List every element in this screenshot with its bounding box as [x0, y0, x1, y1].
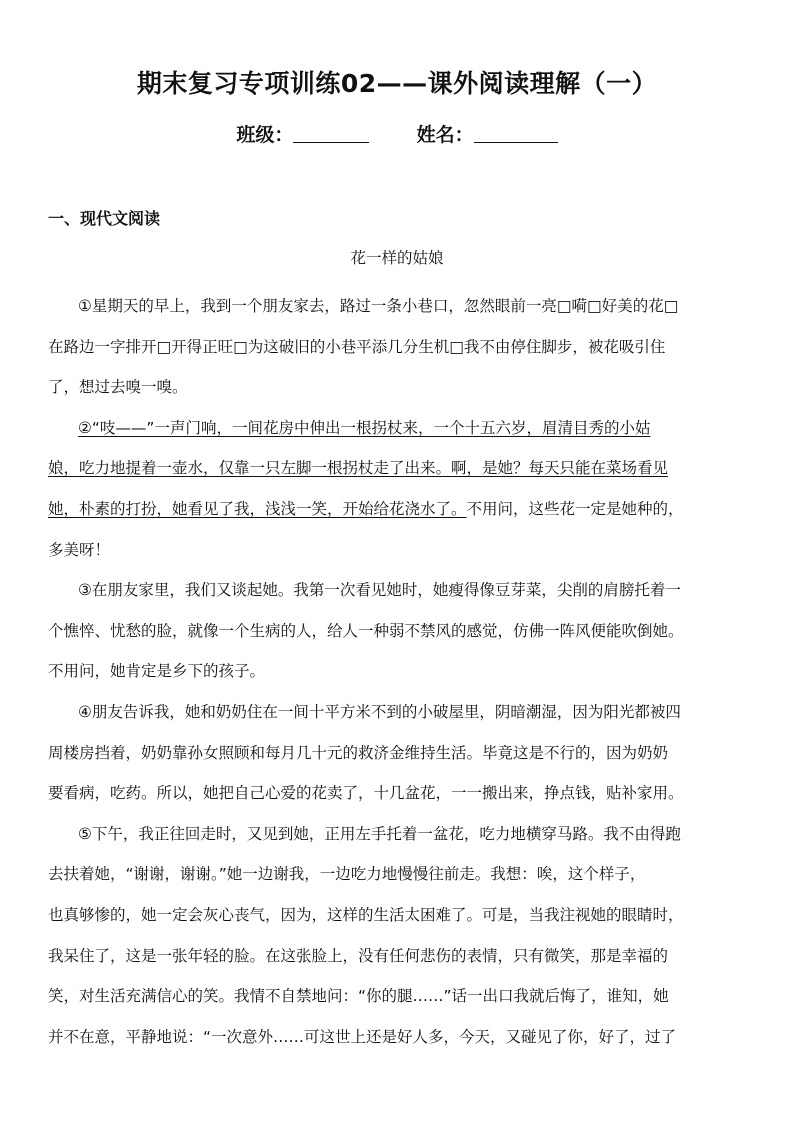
story-line [48, 733, 760, 774]
story-line [48, 692, 760, 733]
line-text: 个憔悴、忧愁的脸，就像一个生病的人，给人一种弱不禁风的感觉，仿佛一阵风便能吹倒她。 [48, 621, 684, 640]
line-text: 我呆住了，这是一张年轻的脸。在这张脸上，没有任何悲伤的表情，只有微笑，那是幸福的 [48, 946, 669, 965]
story-line [48, 854, 760, 895]
line-text: 去扶着她，“谢谢，谢谢。”她一边谢我，一边吃力地慢慢往前走。我想：唉，这个样子， [48, 865, 646, 884]
line-text: 不用问，她肯定是乡下的孩子。 [48, 662, 266, 681]
underlined-text: ②“吱——”一声门响，一间花房中伸出一根拐杖来，一个十五六岁，眉清目秀的小姑 [78, 418, 651, 437]
name-blank [474, 142, 558, 143]
class-blank [293, 142, 369, 143]
line-text: 了，想过去嗅一嗅。 [48, 378, 188, 397]
line-text: 多美呀！ [48, 540, 111, 559]
story-line [48, 611, 760, 652]
story-line [48, 976, 760, 1017]
underlined-text: 她，朴素的打扮，她看见了我，浅浅一笑，开始给花浇水了。 [48, 499, 467, 518]
line-text: 也真够惨的，她一定会灰心丧气，因为，这样的生活太困难了。可是，当我注视她的眼睛时， [48, 905, 684, 924]
section-heading: 一、现代文阅读 [48, 209, 161, 228]
story-line [48, 448, 760, 489]
story-line [48, 489, 760, 530]
line-text: 要看病，吃药。所以，她把自己心爱的花卖了，十几盆花，一一搬出来，挣点钱，贴补家用。 [48, 784, 684, 803]
name-label: 姓名： [416, 124, 474, 146]
line-text: ③在朋友家里，我们又谈起她。我第一次看见她时，她瘦得像豆芽菜，尖削的肩膀托着一 [78, 581, 681, 600]
line-text: 周楼房挡着，奶奶靠孙女照顾和每月几十元的救济金维持生活。毕竟这是不行的，因为奶奶 [48, 743, 669, 762]
story-line [48, 773, 760, 814]
story-body [48, 286, 760, 1057]
line-text: 笑，对生活充满信心的笑。我情不自禁地问：“你的腿……”话一出口我就后悔了，谁知，她 [48, 987, 669, 1006]
story-line [48, 327, 760, 368]
story-line [48, 651, 760, 692]
story-line [48, 895, 760, 936]
story-line [48, 408, 760, 449]
story-line [48, 367, 760, 408]
line-text: 并不在意，平静地说：“一次意外……可这世上还是好人多，今天，又碰见了你，好了，过了 [48, 1027, 677, 1046]
line-text: 在路边一字排开□开得正旺□为这破旧的小巷平添几分生机□我不由停住脚步，被花吸引住 [48, 337, 666, 356]
underlined-text: 娘，吃力地提着一壶水，仅靠一只左脚一根拐杖走了出来。啊，是她？每天只能在菜场看见 [48, 459, 669, 478]
story-line [48, 1017, 760, 1058]
story-line [48, 570, 760, 611]
line-text: ④朋友告诉我，她和奶奶住在一间十平方米不到的小破屋里，阴暗潮湿，因为阳光都被四 [78, 702, 681, 721]
student-info [0, 120, 794, 147]
page-title: 期末复习专项训练02——课外阅读理解（一） [136, 69, 658, 98]
story-line [48, 936, 760, 977]
story-line [48, 814, 760, 855]
line-text: 不用问，这些花一定是她种的， [466, 499, 684, 518]
class-label: 班级： [236, 124, 294, 146]
line-text: ①星期天的早上，我到一个朋友家去，路过一条小巷口，忽然眼前一亮□嗬□好美的花□ [78, 297, 679, 315]
story-line [48, 286, 760, 327]
line-text: ⑤下午，我正往回走时，又见到她，正用左手托着一盆花，吃力地横穿马路。我不由得跑 [78, 824, 681, 843]
story-title: 花一样的姑娘 [350, 249, 444, 267]
story-line [48, 530, 760, 571]
